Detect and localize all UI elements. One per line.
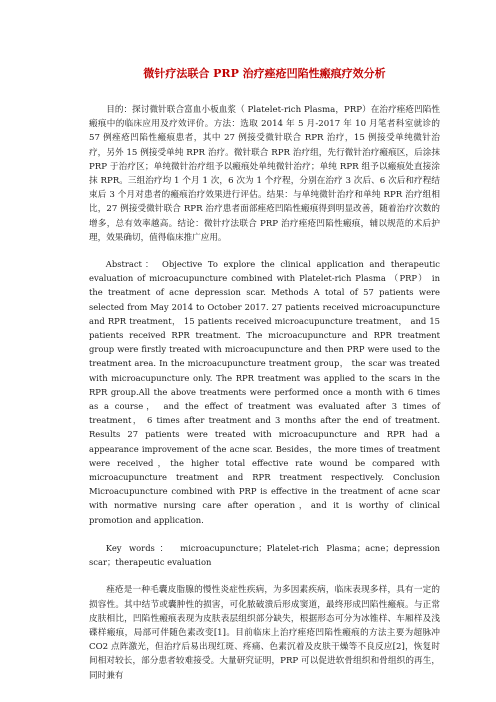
introduction-paragraph: 痤疮是一种毛囊皮脂腺的慢性炎症性疾病，为多因素疾病，临床表现多样，具有一定的损容性。其中结节或囊肿性的损害，可化脓破溃后形成窦道，最终形成凹陷性瘢痕。与正常皮肤相比，凹陷性瘢痕表现为皮肤表层组织部分缺失，根据形态可分为冰锥样、车厢样及浅碟样瘢痕，局部可伴随色素改变[1]。目前临床上治疗痤疮凹陷性瘢痕的方法主要为超脉冲 CO2 点阵激光，但治疗后易出现红斑、疼痛、色素沉着及皮肤干燥等不良反应[2]，恢复时间相对较长，部分患者较难接受。大量研究证明，PRP 可以促进软骨组织和骨组织的再生，同时兼有 [89, 585, 440, 681]
paper-title: 微针疗法联合 PRP 治疗痤疮凹陷性瘢痕疗效分析 [143, 67, 386, 80]
keywords: Key words： microacupuncture；Platelet-rich Plasma；acne；depression scar；therapeutic evaluation [89, 542, 440, 568]
abstract-chinese: 目的：探讨微针联合富血小板血浆（ Platelet-rich Plasma，PRP）在治疗痤疮凹陷性瘢痕中的临床应用及疗效评价。方法：选取 2014 年 5 月-2017 年 10 月笔者科室就诊的 57 例痤疮凹陷性瘢痕患者，其中 27 例接受微针联合 RPR 治疗，15 例接受单纯微针治疗，另外 15 例接受单纯 RPR 治疗。微针联合 RPR 治疗组，先行微针治疗瘢痕区，后涂抹 PRP 于治疗区；单纯微针治疗组予以瘢痕处单纯微针治疗；单纯 RPR 组予以瘢痕处直接涂抹 RPR。三组治疗均 1 个月 1 次，6 次为 1 个疗程，分别在治疗 3 次后、6 次后和疗程结束后 3 个月对患者的瘢痕治疗效果进行评估。结果：与单纯微针治疗和单纯 RPR 治疗组相比，27 例接受微针联合 RPR 治疗患者面部痤疮凹陷性瘢痕得到明显改善，随着治疗次数的增多，总有效率越高。结论：微针疗法联合 PRP 治疗痤疮凹陷性瘢痕，辅以规范的术后护理，效果确切，值得临床推广应用。 [89, 105, 440, 243]
abstract-english: Abstract： Objective To explore the clinical application and therapeutic evaluation of microacupuncture combined with Platelet-rich Plasma （PRP） in the treatment of acne depression scar. Methods A total of 57 patients were selected from May 2014 to October 2017. 27 patients received microacupuncture and RPR treatment， 15 patients received microacupuncture treatment， and 15 patients received RPR treatment. The microacupuncture and RPR treatment group were firstly treated with microacupuncture and then PRP were used to the treatment area. In the microacupuncture treatment group， the scar was treated with microacupuncture only. The RPR treatment was applied to the scars in the RPR group.All the above treatments were performed once a month with 6 times as a course， and the effect of treatment was evaluated after 3 times of treatment， 6 times after treatment and 3 months after the end of treatment. Results 27 patients were treated with microacupuncture and RPR had a appearance improvement of the acne scar. Besides，the more times of treatment were received，the higher total effective rate wound be compared with microacupuncture treatment and RPR treatment respectively. Conclusion Microacupuncture combined with PRP is effective in the treatment of acne scar with normative nursing care after operation，and it is worthy of clinical promotion and application. [89, 259, 440, 525]
